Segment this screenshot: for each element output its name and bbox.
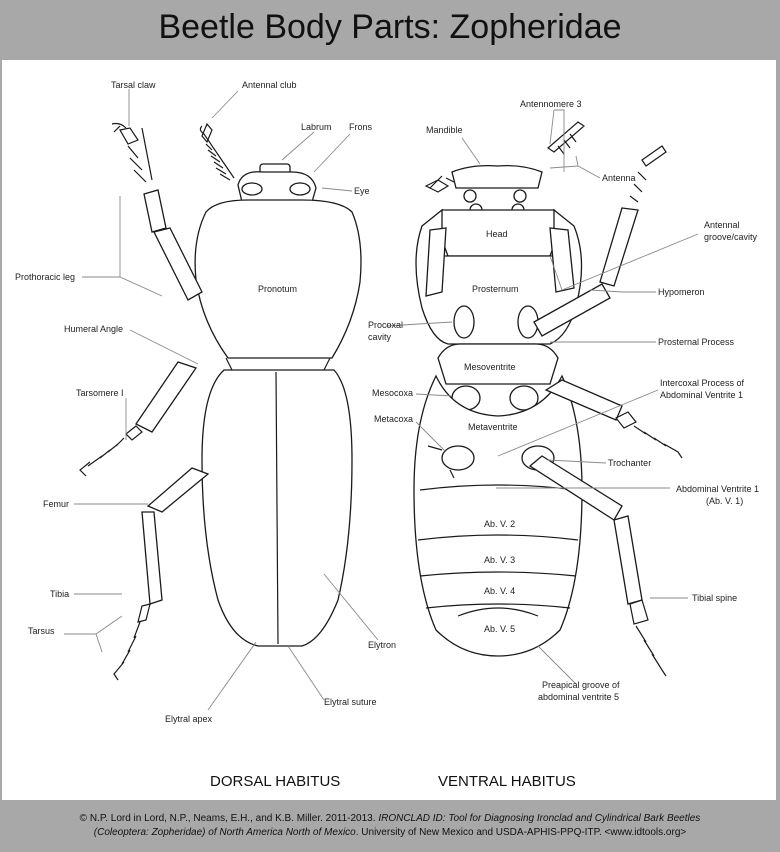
label-antennal-groove-line2: groove/cavity <box>704 232 758 242</box>
label-antennomere-3: Antennomere 3 <box>520 99 582 109</box>
caption-dorsal-habitus: DORSAL HABITUS <box>210 773 341 790</box>
label-pronotum: Pronotum <box>258 284 298 294</box>
label-femur: Femur <box>43 499 70 509</box>
label-antenna: Antenna <box>602 173 636 183</box>
label-mandible: Mandible <box>426 125 463 135</box>
label-mesocoxa: Mesocoxa <box>372 388 414 398</box>
credit-title-part1: IRONCLAD ID: Tool for Diagnosing Ironclad and Cylindrical Bark Beetles <box>378 813 701 824</box>
label-humeral-angle: Humeral Angle <box>64 324 124 334</box>
label-tarsus: Tarsus <box>28 626 55 636</box>
label-metacoxa: Metacoxa <box>374 414 414 424</box>
caption-ventral-habitus: VENTRAL HABITUS <box>438 773 576 790</box>
label-procoxal-cavity-line1: Procoxal <box>368 320 404 330</box>
label-metaventrite: Metaventrite <box>468 422 518 432</box>
label-preapical-groove-line1: Preapical groove of <box>542 680 620 690</box>
label-procoxal-cavity-line2: cavity <box>368 332 392 342</box>
label-tibial-spine: Tibial spine <box>692 593 738 603</box>
label-tarsal-claw: Tarsal claw <box>111 80 156 90</box>
credit-line-2 <box>0 826 780 840</box>
credit-line-1 <box>0 812 780 826</box>
label-preapical-groove-line2: abdominal ventrite 5 <box>538 692 620 702</box>
label-abdominal-ventrite-1-line1: Abdominal Ventrite 1 <box>676 484 760 494</box>
label-eye: Eye <box>354 186 370 196</box>
dorsal-beetle-illustration <box>80 124 361 681</box>
label-prosternum: Prosternum <box>472 284 519 294</box>
label-prothoracic-leg: Prothoracic leg <box>15 272 76 282</box>
label-antennal-groove-line1: Antennal <box>704 220 740 230</box>
credit-author: © N.P. Lord in Lord, N.P., Neams, E.H., and K.B. Miller. 2011-2013. <box>79 813 379 824</box>
label-tarsomere-1: Tarsomere I <box>76 388 124 398</box>
label-ab-v3: Ab. V. 3 <box>484 555 516 565</box>
label-ab-v2: Ab. V. 2 <box>484 519 516 529</box>
credit-text <box>0 812 780 840</box>
label-labrum: Labrum <box>301 122 332 132</box>
label-head: Head <box>486 229 508 239</box>
ventral-beetle-illustration <box>414 122 682 676</box>
label-intercoxal-line2: Abdominal Ventrite 1 <box>660 390 744 400</box>
label-elytral-suture: Elytral suture <box>324 697 377 707</box>
label-ab-v4: Ab. V. 4 <box>484 586 516 596</box>
label-mesoventrite: Mesoventrite <box>464 362 516 372</box>
label-prosternal-process: Prosternal Process <box>658 337 735 347</box>
credit-title-part2: (Coleoptera: Zopheridae) of North America North of Mexico <box>93 827 356 838</box>
label-elytral-apex: Elytral apex <box>165 714 213 724</box>
label-ab-v5: Ab. V. 5 <box>484 624 516 634</box>
beetle-diagram <box>2 60 776 800</box>
label-antennal-club: Antennal club <box>242 80 297 90</box>
label-tibia: Tibia <box>50 589 70 599</box>
figure-title: Beetle Body Parts: Zopheridae <box>158 8 622 46</box>
diagram-panel <box>2 60 776 800</box>
label-trochanter: Trochanter <box>608 458 652 468</box>
credit-publisher: . University of New Mexico and USDA-APHIS-PPQ-ITP. <www.idtools.org> <box>355 827 687 838</box>
label-frons: Frons <box>349 122 373 132</box>
label-abdominal-ventrite-1-line2: (Ab. V. 1) <box>706 496 744 506</box>
label-elytron: Elytron <box>368 640 397 650</box>
label-hypomeron: Hypomeron <box>658 287 705 297</box>
label-intercoxal-line1: Intercoxal Process of <box>660 378 745 388</box>
